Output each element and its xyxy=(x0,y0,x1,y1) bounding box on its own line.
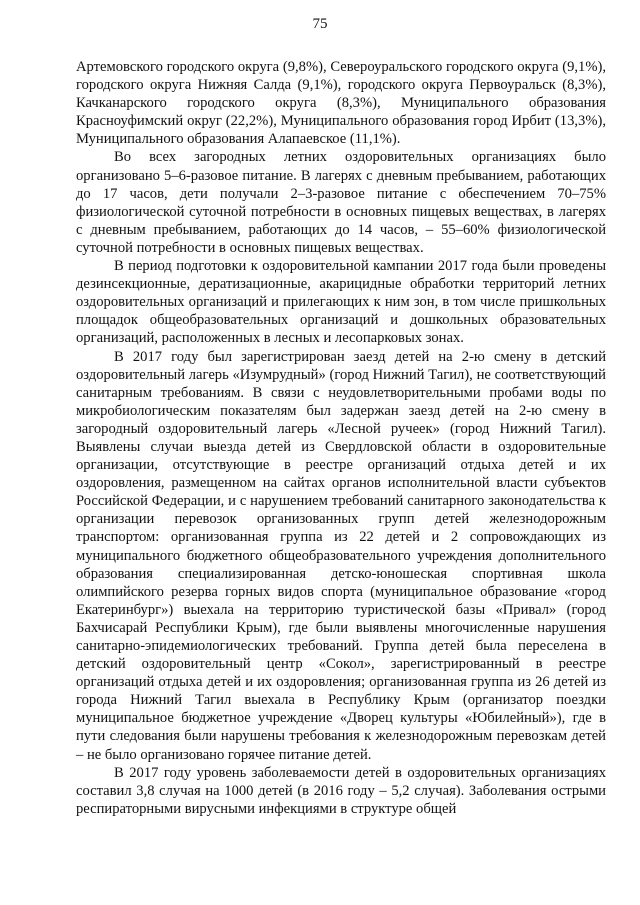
paragraph-5: В 2017 году уровень заболеваемости детей в оздоровительных организациях составил 3,8 случая на 1000 детей (в 2016 году – 5,2 случая). Заболевания острыми респираторными вирусными инфекциями в структуре общей xyxy=(76,764,606,817)
paragraph-1: Артемовского городского округа (9,8%), Североуральского городского округа (9,1%), городского округа Нижняя Салда (9,1%), городского округа Первоуральск (8,3%), Качканарского городского округа (8,3%), Муниципального образования Красноуфимский округ (22,2%), Муниципального образования город Ирбит (13,3%), Муниципального образования Алапаевское (11,1%). xyxy=(76,59,606,148)
document-body xyxy=(76,58,606,818)
paragraph-4: В 2017 году был зарегистрирован заезд детей на 2-ю смену в детский оздоровительный лагерь «Изумрудный» (город Нижний Тагил), не соответствующий санитарным требованиям. В связи с неудовлетворительными пробами воды по микробиологическим показателям был задержан заезд детей на 2-ю смену в загородный оздоровительный лагерь «Лесной ручеек» (город Нижний Тагил). Выявлены случаи выезда детей из Свердловской области в оздоровительные организации, отсутствующие в реестре организаций отдыха детей и их оздоровления, размещенном на сайтах органов исполнительной власти субъектов Российской Федерации, и с нарушением требований санитарного законодательства к организации перевозок организованных групп детей железнодорожным транспортом: организованная группа из 22 детей и 2 сопровождающих из муниципального бюджетного общеобразовательного учреждения дополнительного образования специализированная детско-юношеская спортивная школа олимпийского резерва горных видов спорта (муниципальное образование «город Екатеринбург») выехала на территорию туристической базы «Привал» (город Бахчисарай Республики Крым), где были выявлены многочисленные нарушения санитарно-эпидемиологических требований. Группа детей была переселена в детский оздоровительный центр «Сокол», зарегистрированный в реестре организаций отдыха детей и их оздоровления; организованная группа из 26 детей из города Нижний Тагил выехала в Республику Крым (организатор поездки муниципальное бюджетное учреждение «Дворец культуры «Юбилейный»), где в пути следования были нарушены требования к железнодорожным перевозкам детей – не было организовано горячее питание детей. xyxy=(76,348,606,763)
paragraph-2: Во всех загородных летних оздоровительных организациях было организовано 5–6-разовое питание. В лагерях с дневным пребыванием, работающих до 17 часов, дети получали 2–3-разовое питание с обеспечением 70–75% физиологической суточной потребности в основных пищевых веществах, в лагерях с дневным пребыванием, работающих до 14 часов, – 55–60% физиологической суточной потребности в основных пищевых веществах. xyxy=(76,149,606,256)
page-number: 75 xyxy=(312,16,328,32)
paragraph-3: В период подготовки к оздоровительной кампании 2017 года были проведены дезинсекционные, дератизационные, акарицидные обработки территорий летних оздоровительных организаций и прилегающих к ним зон, в том числе пришкольных площадок общеобразовательных организаций и дошкольных образовательных организаций, расположенных в лесных и лесопарковых зонах. xyxy=(76,258,606,347)
